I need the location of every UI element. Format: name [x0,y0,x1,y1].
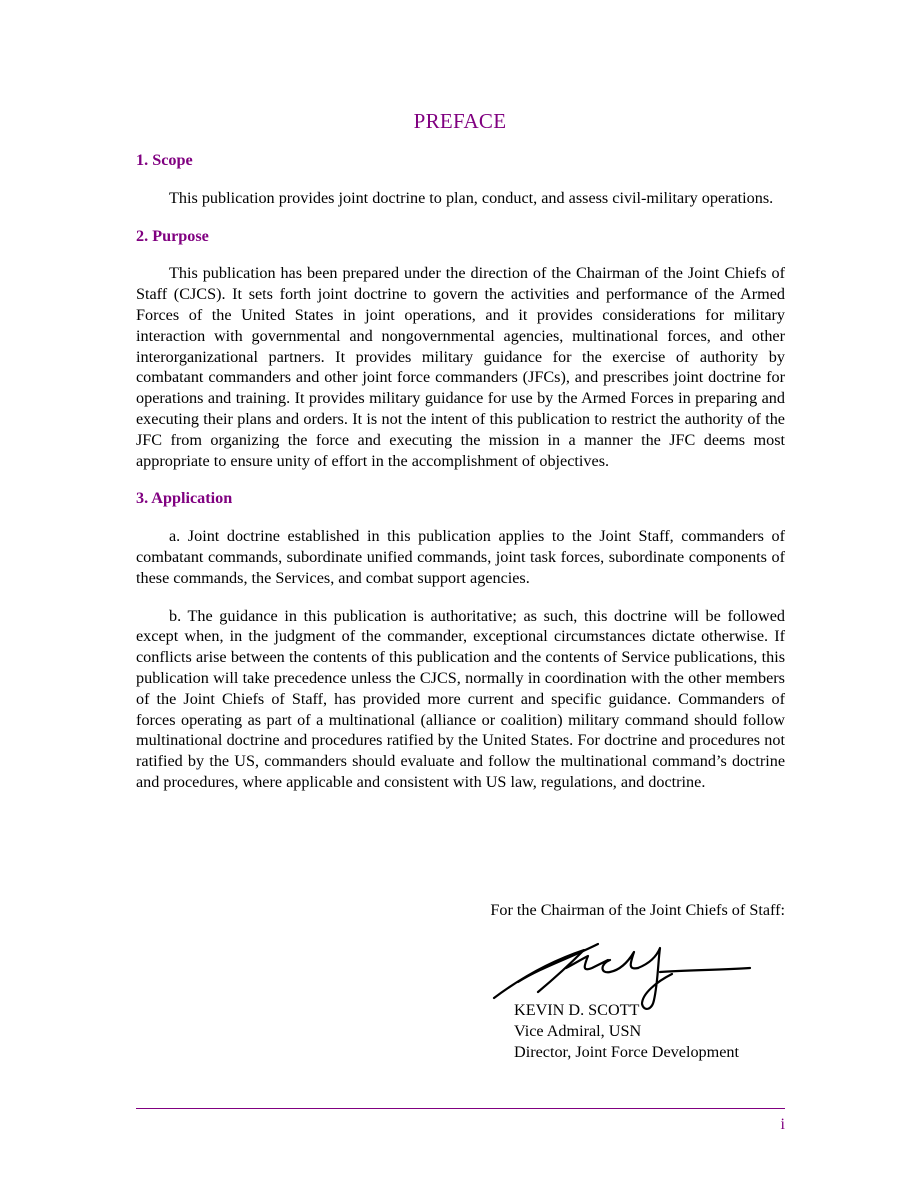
section-heading: 3. Application [136,489,233,508]
page-title: PREFACE [413,109,507,133]
paragraph: a. Joint doctrine established in this publication applies to the Joint Staff, commanders of combatant commands, subordinate unified commands, joint task forces, subordinate components of these commands, the Services, and combat support agencies. [136,527,785,587]
closing-line: For the Chairman of the Joint Chiefs of Staff: [490,901,785,919]
paragraph: b. The guidance in this publication is authoritative; as such, this doctrine will be followed except when, in the judgment of the commander, exceptional circumstances dictate otherwise. If conflicts arise between the contents of this publication and the contents of Service publications, this publication will take precedence unless the CJCS, normally in coordination with the other members of the Joint Chiefs of Staff, has provided more current and specific guidance. Commanders of forces operating as part of a multinational (alliance or coalition) military command should follow multinational doctrine and procedures ratified by the United States. For doctrine and procedures not ratified by the US, commanders should evaluate and follow the multinational command’s doctrine and procedures, where applicable and consistent with US law, regulations, and doctrine. [136,606,785,791]
page-number: i [780,1116,785,1133]
section-purpose [136,226,785,472]
signature-block [514,1000,739,1063]
signatory-position: Director, Joint Force Development [514,1043,740,1061]
signatory-name: KEVIN D. SCOTT [514,1001,640,1019]
section-heading: 1. Scope [136,151,193,169]
section-heading: 2. Purpose [136,226,209,245]
signatory-rank: Vice Admiral, USN [514,1022,642,1040]
body-content [136,150,785,810]
paragraph: This publication provides joint doctrine to plan, conduct, and assess civil-military operations. [169,188,774,207]
footer-divider [136,1108,785,1109]
paragraph: This publication has been prepared under the direction of the Chairman of the Joint Chiefs of Staff (CJCS). It sets forth joint doctrine to govern the activities and performance of the Armed Forces of the United States in joint operations, and it provides considerations for military interaction with governmental and nongovernmental agencies, multinational forces, and other interorganizational partners. It provides military guidance for the exercise of authority by combatant commanders and other joint force commanders (JFCs), and prescribes joint doctrine for operations and training. It provides military guidance for use by the Armed Forces in preparing and executing their plans and orders. It is not the intent of this publication to restrict the authority of the JFC from organizing the force and executing the mission in a manner the JFC deems most appropriate to ensure unity of effort in the accomplishment of objectives. [136,264,785,470]
section-scope [136,150,785,209]
section-application [136,488,785,792]
